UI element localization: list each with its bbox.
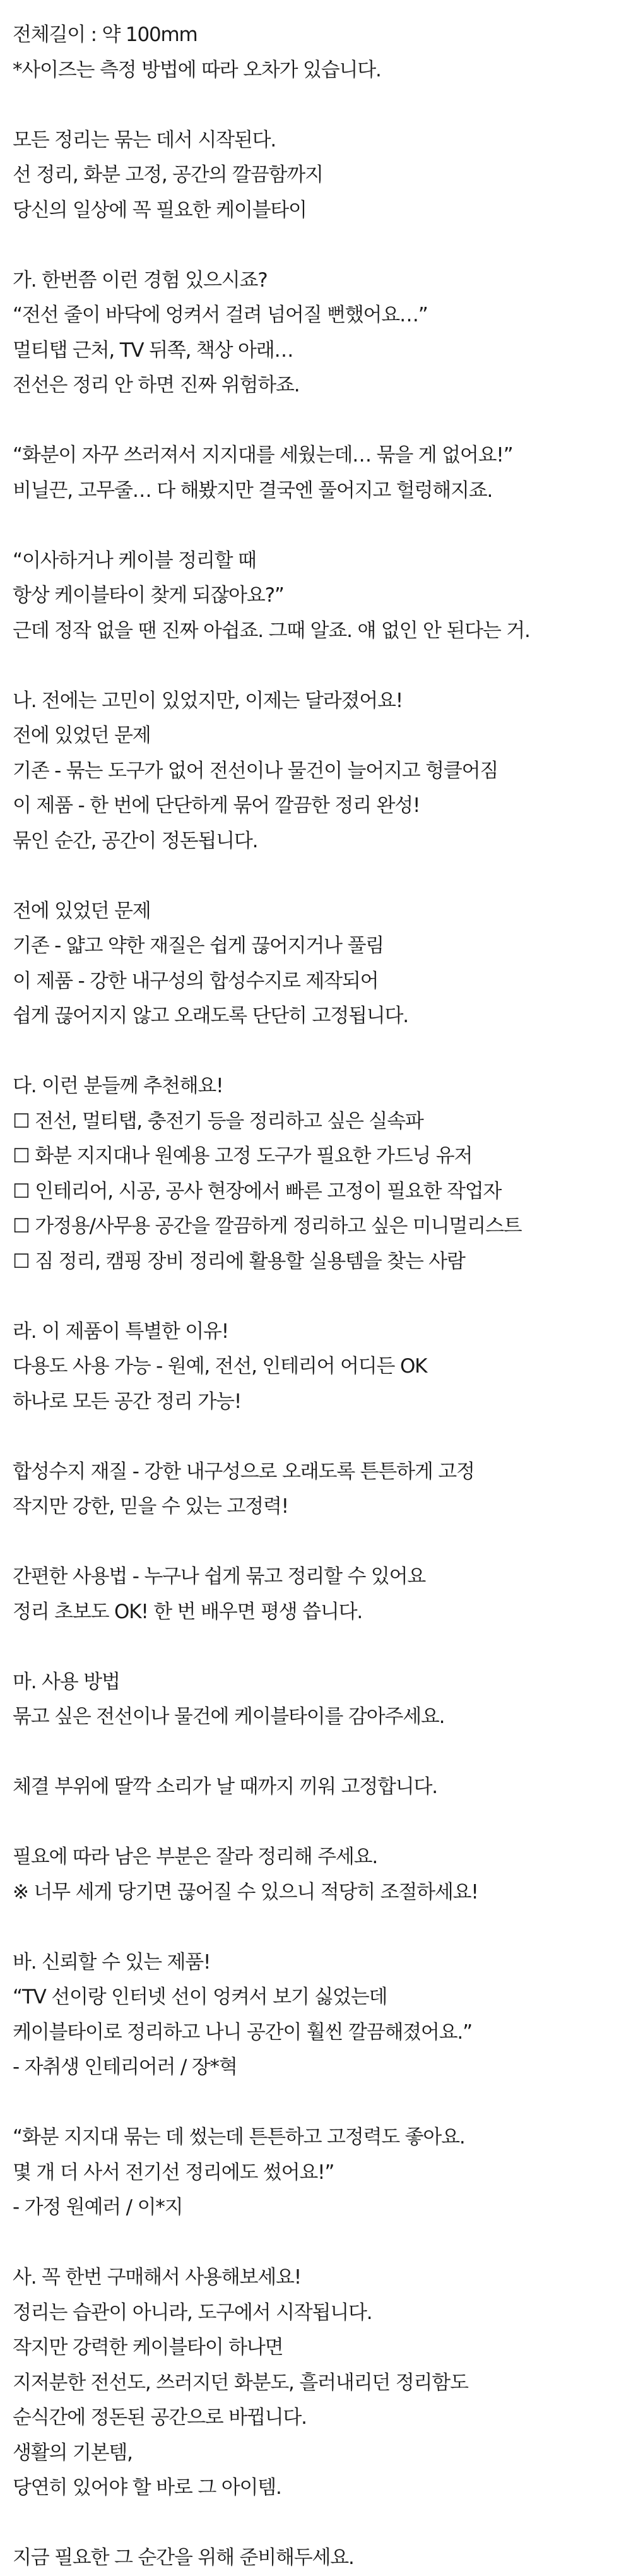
text-line: 멀티탭 근처, TV 뒤쪽, 책상 아래… — [13, 338, 293, 362]
text-line: 마. 사용 방법 — [13, 1670, 120, 1693]
text-line: 기존 - 얇고 약한 재질은 쉽게 끊어지거나 풀림 — [13, 934, 384, 957]
text-line: 정리는 습관이 아니라, 도구에서 시작됩니다. — [13, 2301, 372, 2324]
text-line: “이사하거나 케이블 정리할 때 — [13, 549, 256, 572]
text-line: 나. 전에는 고민이 있었지만, 이제는 달라졌어요! — [13, 689, 403, 712]
text-paragraph — [13, 1770, 631, 1805]
text-line: 필요에 따라 남은 부분은 잘라 정리해 주세요. — [13, 1846, 378, 1868]
text-line: 사. 꼭 한번 구매해서 사용해보세요! — [13, 2266, 301, 2289]
text-line: 라. 이 제품이 특별한 이유! — [13, 1320, 228, 1343]
text-line: ☐ 가정용/사무용 공간을 깔끔하게 정리하고 싶은 미니멀리스트 — [13, 1215, 522, 1237]
text-line: ☐ 짐 정리, 캠핑 장비 정리에 활용할 실용템을 찾는 사람 — [13, 1249, 465, 1273]
text-line: - 가정 원예러 / 이*지 — [13, 2196, 183, 2219]
text-paragraph — [13, 2541, 631, 2576]
text-line: 묶고 싶은 전선이나 물건에 케이블타이를 감아주세요. — [13, 1705, 445, 1728]
text-line: 작지만 강한, 믿을 수 있는 고정력! — [13, 1495, 288, 1518]
text-line: 항상 케이블타이 찾게 되잖아요?” — [13, 584, 284, 607]
text-line: 모든 정리는 묶는 데서 시작된다. — [13, 128, 276, 152]
text-paragraph — [13, 684, 631, 859]
text-line: 전선은 정리 안 하면 진짜 위험하죠. — [13, 374, 300, 397]
text-line: 전체길이 : 약 100mm — [13, 23, 198, 46]
text-line: 몇 개 더 사서 전기선 정리에도 썼어요!” — [13, 2161, 334, 2184]
text-line: 가. 한번쯤 이런 경험 있으시죠? — [13, 268, 268, 292]
text-line: 근데 정작 없을 땐 진짜 아쉽죠. 그때 알죠. 얘 없인 안 된다는 거. — [13, 619, 530, 642]
text-paragraph — [13, 1840, 631, 1910]
text-line: 바. 신뢰할 수 있는 제품! — [13, 1950, 211, 1974]
text-line: ☐ 인테리어, 시공, 공사 현장에서 빠른 고정이 필요한 작업자 — [13, 1179, 502, 1203]
text-paragraph — [13, 1665, 631, 1735]
text-paragraph — [13, 1315, 631, 1420]
text-line: ※ 너무 세게 당기면 끊어질 수 있으니 적당히 조절하세요! — [13, 1880, 478, 1904]
text-paragraph — [13, 1069, 631, 1279]
text-line: 체결 부위에 딸깍 소리가 날 때까지 끼워 고정합니다. — [13, 1775, 437, 1798]
text-line: 정리 초보도 OK! 한 번 배우면 평생 씁니다. — [13, 1600, 362, 1623]
text-line: 합성수지 재질 - 강한 내구성으로 오래도록 튼튼하게 고정 — [13, 1460, 475, 1483]
text-line: 비닐끈, 고무줄… 다 해봤지만 결국엔 풀어지고 헐렁해지죠. — [13, 479, 493, 502]
text-line: 순식간에 정돈된 공간으로 바뀝니다. — [13, 2406, 307, 2429]
text-paragraph — [13, 1455, 631, 1525]
text-line: “화분 지지대 묶는 데 썼는데 튼튼하고 고정력도 좋아요. — [13, 2126, 465, 2149]
text-paragraph — [13, 123, 631, 229]
text-line: 다용도 사용 가능 - 원예, 전선, 인테리어 어디든 OK — [13, 1355, 427, 1378]
text-paragraph — [13, 2260, 631, 2506]
text-line: 이 제품 - 한 번에 단단하게 묶어 깔끔한 정리 완성! — [13, 794, 420, 817]
text-paragraph — [13, 1945, 631, 2085]
text-line: ☐ 화분 지지대나 원예용 고정 도구가 필요한 가드닝 유저 — [13, 1145, 473, 1167]
text-paragraph — [13, 2120, 631, 2226]
text-line: 하나로 모든 공간 정리 가능! — [13, 1390, 242, 1413]
text-line: 전에 있었던 문제 — [13, 899, 151, 922]
text-line: 묶인 순간, 공간이 정돈됩니다. — [13, 829, 258, 852]
text-line: 당연히 있어야 할 바로 그 아이템. — [13, 2476, 281, 2499]
text-line: 선 정리, 화분 고정, 공간의 깔끔함까지 — [13, 164, 323, 186]
text-line: “화분이 자꾸 쓰러져서 지지대를 세웠는데… 묶을 게 없어요!” — [13, 444, 513, 467]
text-line: 쉽게 끊어지지 않고 오래도록 단단히 고정됩니다. — [13, 1005, 408, 1027]
text-line: “TV 선이랑 인터넷 선이 엉켜서 보기 싫었는데 — [13, 1986, 387, 2008]
text-line: 다. 이런 분들께 추천해요! — [13, 1075, 223, 1097]
text-line: 기존 - 묶는 도구가 없어 전선이나 물건이 늘어지고 헝클어짐 — [13, 759, 498, 782]
text-paragraph — [13, 18, 631, 88]
text-line: 생활의 기본템, — [13, 2441, 133, 2464]
text-paragraph — [13, 544, 631, 649]
text-line: 이 제품 - 강한 내구성의 합성수지로 제작되어 — [13, 969, 379, 993]
text-line: 케이블타이로 정리하고 나니 공간이 훨씬 깔끔해졌어요.” — [13, 2020, 472, 2044]
text-line: “전선 줄이 바닥에 엉켜서 걸려 넘어질 뻔했어요…” — [13, 304, 428, 326]
text-paragraph — [13, 438, 631, 508]
text-line: *사이즈는 측정 방법에 따라 오차가 있습니다. — [13, 58, 381, 81]
text-paragraph — [13, 894, 631, 1034]
text-line: - 자취생 인테리어러 / 장*혁 — [13, 2056, 237, 2078]
text-line: 전에 있었던 문제 — [13, 724, 151, 747]
text-line: 당신의 일상에 꼭 필요한 케이블타이 — [13, 198, 307, 222]
text-line: 지금 필요한 그 순간을 위해 준비해두세요. — [13, 2546, 354, 2569]
text-line: 지저분한 전선도, 쓰러지던 화분도, 흘러내리던 정리함도 — [13, 2371, 468, 2394]
text-line: ☐ 전선, 멀티탭, 충전기 등을 정리하고 싶은 실속파 — [13, 1109, 423, 1133]
text-paragraph — [13, 263, 631, 403]
text-line: 간편한 사용법 - 누구나 쉽게 묶고 정리할 수 있어요 — [13, 1565, 426, 1588]
text-paragraph — [13, 1559, 631, 1630]
text-line: 작지만 강력한 케이블타이 하나면 — [13, 2336, 283, 2359]
